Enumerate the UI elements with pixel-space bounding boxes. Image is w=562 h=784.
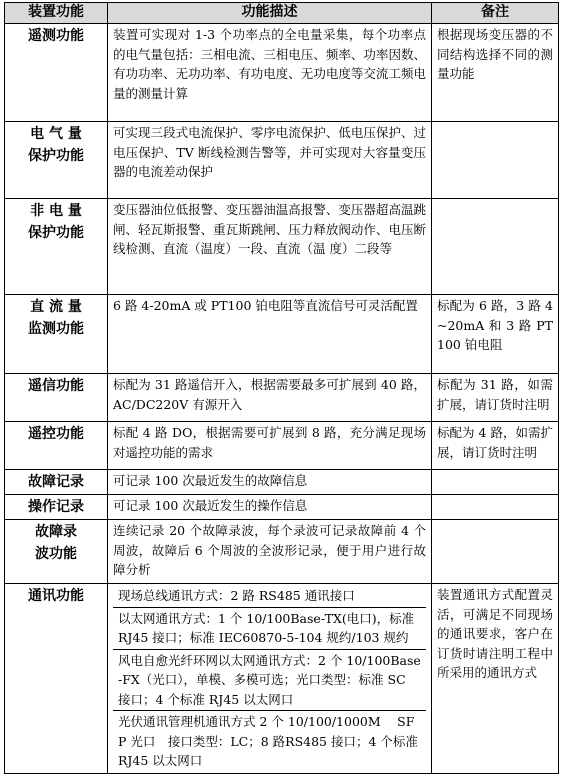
function-name: 遥测功能 — [5, 24, 108, 122]
table-row — [5, 470, 559, 495]
function-remark — [432, 470, 559, 495]
function-remark: 标配为 6 路，3 路 4~20mA 和 3 路 PT100 铂电阻 — [432, 295, 559, 374]
table-row — [5, 24, 559, 122]
function-description: 6 路 4-20mA 或 PT100 铂电阻等直流信号可灵活配置 — [108, 295, 432, 374]
function-remark — [432, 495, 559, 520]
table-row — [5, 122, 559, 199]
function-name: 故障记录 — [5, 470, 108, 495]
function-name: 遥信功能 — [5, 374, 108, 422]
function-description: 标配 4 路 DO，根据需要可扩展到 8 路，充分满足现场对遥控功能的需求 — [108, 422, 432, 470]
function-description: 可记录 100 次最近发生的故障信息 — [108, 470, 432, 495]
function-description: 可记录 100 次最近发生的操作信息 — [108, 495, 432, 520]
comm-line-ethernet: 以太网通讯方式：1 个 10/100Base-TX(电口)，标准 RJ45 接口；标准 IEC60870-5-104 规约/103 规约 — [113, 608, 426, 650]
function-description: 连续记录 20 个故障录波，每个录波可记录故障前 4 个周波，故障后 6 个周波的全波形记录，便于用户进行故障分析 — [108, 520, 432, 584]
comm-line-fiber-ring: 风电自愈光纤环网以太网通讯方式：2 个 10/100Base-FX（光口），单模、多模可选；光口类型：标准 SC 接口；4 个标准 RJ45 以太网口 — [113, 650, 426, 712]
function-remark: 装置通讯方式配置灵活，可满足不同现场的通讯要求，客户在订货时请注明工程中所采用的通讯方式 — [432, 584, 559, 774]
function-remark: 标配为 4 路，如需扩展，请订货时注明 — [432, 422, 559, 470]
function-remark: 标配为 31 路，如需扩展，请订货时注明 — [432, 374, 559, 422]
header-remarks: 备注 — [432, 3, 559, 24]
function-description: 装置可实现对 1-3 个功率点的全电量采集，每个功率点的电气量包括：三相电流、三相电压、频率、功率因数、有功功率、无功功率、有功电度、无功电度等交流工频电量的测量计算 — [108, 24, 432, 122]
function-name: 遥控功能 — [5, 422, 108, 470]
comm-line-fieldbus: 现场总线通讯方式：2 路 RS485 通讯接口 — [113, 585, 426, 608]
comm-line-pv-manager: 光伏通讯管理机通讯方式 2 个 10/100/1000M SFP 光口 接口类型：LC；8 路RS485 接口；4 个标准 RJ45 以太网口 — [118, 714, 418, 768]
function-spec-table — [4, 2, 559, 774]
communication-description — [108, 584, 432, 774]
table-row — [5, 520, 559, 584]
function-description: 变压器油位低报警、变压器油温高报警、变压器超高温跳闸、轻瓦斯报警、重瓦斯跳闸、压力释放阀动作、电压断线检测、直流（温度）一段、直流（温 度）二段等 — [108, 199, 432, 295]
function-name: 电 气 量 保护功能 — [5, 122, 108, 199]
function-remark — [432, 520, 559, 584]
function-description: 可实现三段式电流保护、零序电流保护、低电压保护、过电压保护、TV 断线检测告警等，并可实现对大容量变压器的电流差动保护 — [108, 122, 432, 199]
function-description: 标配为 31 路遥信开入，根据需要最多可扩展到 40 路，AC/DC220V 有源开入 — [108, 374, 432, 422]
function-name: 直 流 量 监测功能 — [5, 295, 108, 374]
header-description: 功能描述 — [108, 3, 432, 24]
function-remark: 根据现场变压器的不同结构选择不同的测量功能 — [432, 24, 559, 122]
table-row — [5, 199, 559, 295]
function-name: 故障录 波功能 — [5, 520, 108, 584]
table-row — [5, 495, 559, 520]
table-header-row — [5, 3, 559, 24]
function-name: 非 电 量 保护功能 — [5, 199, 108, 295]
function-name: 操作记录 — [5, 495, 108, 520]
table-row-communication — [5, 584, 559, 774]
function-remark — [432, 122, 559, 199]
table-row — [5, 374, 559, 422]
header-function: 装置功能 — [5, 3, 108, 24]
table-row — [5, 295, 559, 374]
table-row — [5, 422, 559, 470]
function-name: 通讯功能 — [5, 584, 108, 774]
function-remark — [432, 199, 559, 295]
